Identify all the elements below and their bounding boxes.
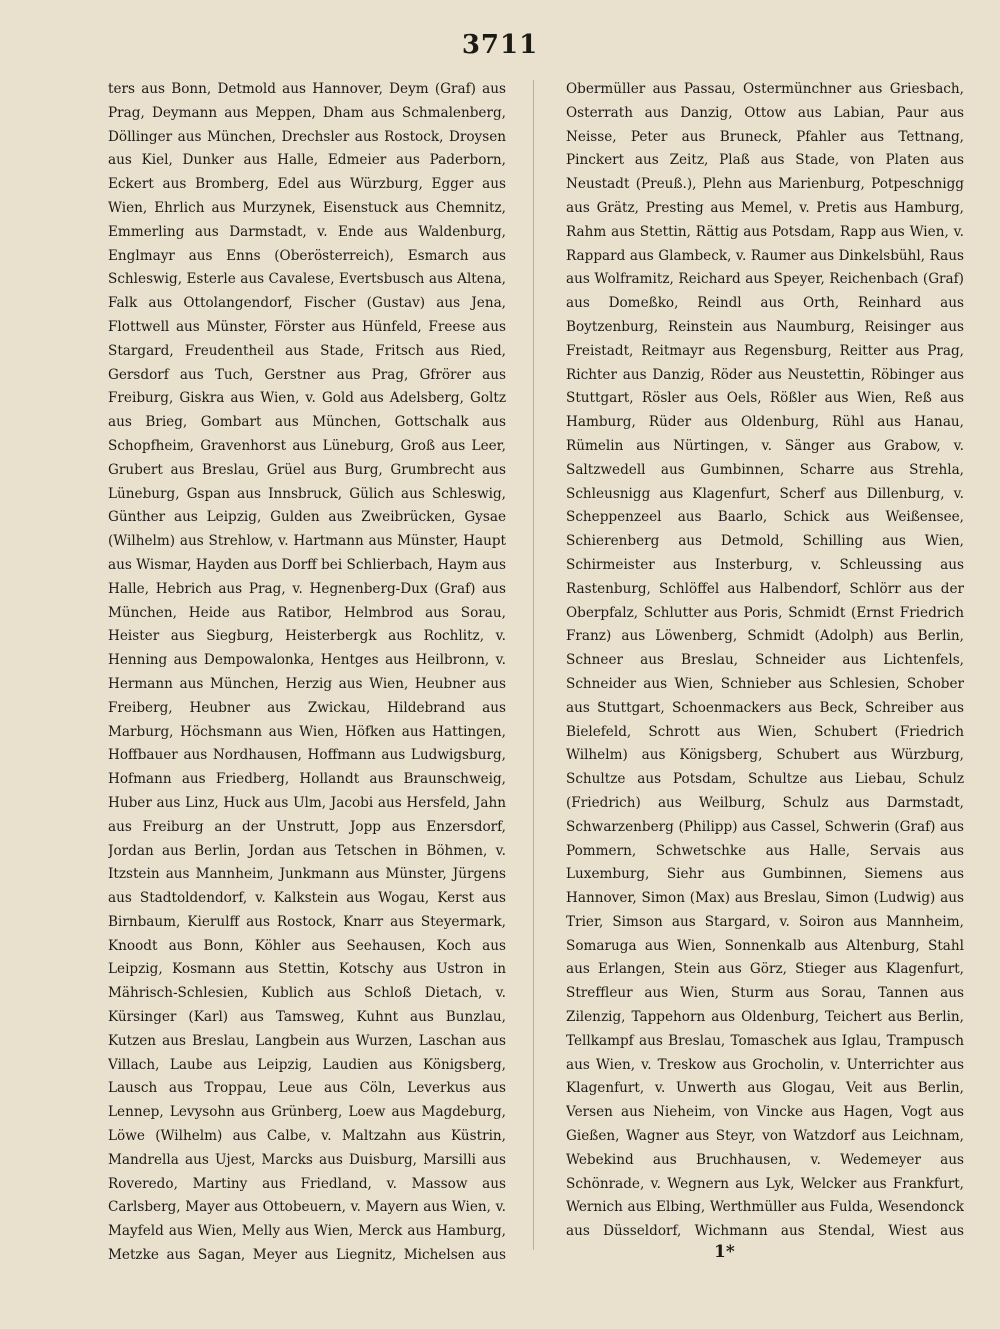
page-number: 3711 bbox=[461, 30, 539, 60]
right-column-text: Obermüller aus Passau, Ostermünchner aus Griesbach, Osterrath aus Danzig, Ottow aus Labian, Paur aus Neisse, Peter aus Bruneck, Pfahler aus Tettnang, Pinckert aus Zeitz, Plaß aus Stade, von Platen aus Neustadt (Preuß.), Plehn aus Marienburg, Potpeschnigg aus Grätz, Presting aus Memel, v. Pretis aus Hamburg, Rahm aus Stettin, Rättig aus Potsdam, Rapp aus Wien, v. Rappard aus Glambeck, v. Raumer aus Dinkelsbühl, Raus aus Wolframitz, Reichard aus Speyer, Reichenbach (Graf) aus Domeßko, Reindl aus Orth, Reinhard aus Boytzenburg, Reinstein aus Naumburg, Reisinger aus Freistadt, Reitmayr aus Regensburg, Reitter aus Prag, Richter aus Danzig, Röder aus Neustettin, Röbinger aus Stuttgart, Rösler aus Oels, Rößler aus Wien, Reß aus Hamburg, Rüder aus Oldenburg, Rühl aus Hanau, Rümelin aus Nürtingen, v. Sänger aus Grabow, v. Saltzwedell aus Gumbinnen, Scharre aus Strehla, Schleusnigg aus Klagenfurt, Scherf aus Dillenburg, v. Scheppenzeel aus Baarlo, Schick aus Weißensee, Schierenberg aus Detmold, Schilling aus Wien, Schirmeister aus Insterburg, v. Schleussing aus Rastenburg, Schlöffel aus Halbendorf, Schlörr aus der Oberpfalz, Schlutter aus Poris, Schmidt (Ernst Friedrich Franz) aus Löwenberg, Schmidt (Adolph) aus Berlin, Schneer aus Breslau, Schneider aus Lichtenfels, Schneider aus Wien, Schnieber aus Schlesien, Schober aus Stuttgart, Schoenmackers aus Beck, Schreiber aus Bielefeld, Schrott aus Wien, Schubert (Friedrich Wilhelm) aus Königsberg, Schubert aus Würzburg, Schultze aus Potsdam, Schultze aus Liebau, Schulz (Friedrich) aus Weilburg, Schulz aus Darmstadt, Schwarzenberg (Philipp) aus Cassel, Schwerin (Graf) aus Pommern, Schwetschke aus Halle, Servais aus Luxemburg, Siehr aus Gumbinnen, Siemens aus Hannover, Simon (Max) aus Breslau, Simon (Ludwig) aus Trier, Simson aus Stargard, v. Soiron aus Mannheim, Somaruga aus Wien, Sonnenkalb aus Altenburg, Stahl aus Erlangen, Stein aus Görz, Stieger aus Klagenfurt, Streffleur aus Wien, Sturm aus Sorau, Tannen aus Zilenzig, Tappehorn aus Oldenburg, Teichert aus Berlin, Tellkampf aus Breslau, Tomaschek aus Iglau, Trampusch aus Wien, v. Treskow aus Grocholin, v. Unterrichter aus Klagenfurt, v. Unwerth aus Glogau, Veit aus Berlin, Versen aus Nieheim, von Vincke aus Hagen, Vogt aus Gießen, Wagner aus Steyr, von Watzdorf aus Leichnam, Webekind aus Bruchhausen, v. Wedemeyer aus Schönrade, v. Wegnern aus Lyk, Welcker aus Frankfurt, Wernich aus Elbing, Werthmüller aus Fulda, Wesendonck aus Düsseldorf, Wichmann aus Stendal, Wiest aus bbox=[566, 81, 964, 1240]
left-column-text: ters aus Bonn, Detmold aus Hannover, Deym (Graf) aus Prag, Deymann aus Meppen, Dham aus Schmalenberg, Döllinger aus München, Drechsler aus Rostock, Droysen aus Kiel, Dunker aus Halle, Edmeier aus Paderborn, Eckert aus Bromberg, Edel aus Würzburg, Egger aus Wien, Ehrlich aus Murzynek, Eisenstuck aus Chemnitz, Emmerling aus Darmstadt, v. Ende aus Waldenburg, Englmayr aus Enns (Oberösterreich), Esmarch aus Schleswig, Esterle aus Cavalese, Evertsbusch aus Altena, Falk aus Ottolangendorf, Fischer (Gustav) aus Jena, Flottwell aus Münster, Förster aus Hünfeld, Freese aus Stargard, Freudentheil aus Stade, Fritsch aus Ried, Gersdorf aus Tuch, Gerstner aus Prag, Gfrörer aus Freiburg, Giskra aus Wien, v. Gold aus Adelsberg, Goltz aus Brieg, Gombart aus München, Gottschalk aus Schopfheim, Gravenhorst aus Lüneburg, Groß aus Leer, Grubert aus Breslau, Grüel aus Burg, Grumbrecht aus Lüneburg, Gspan aus Innsbruck, Gülich aus Schleswig, Günther aus Leipzig, Gulden aus Zweibrücken, Gysae (Wilhelm) aus Strehlow, v. Hartmann aus Münster, Haupt aus Wismar, Hayden aus Dorff bei Schlierbach, Haym aus Halle, Hebrich aus Prag, v. Hegnenberg-Dux (Graf) aus München, Heide aus Ratibor, Helmbrod aus Sorau, Heister aus Siegburg, Heisterbergk aus Rochlitz, v. Henning aus Dempowalonka, Hentges aus Heilbronn, v. Hermann aus München, Herzig aus Wien, Heubner aus Freiberg, Heubner aus Zwickau, Hildebrand aus Marburg, Höchsmann aus Wien, Höfken aus Hattingen, Hoffbauer aus Nordhausen, Hoffmann aus Ludwigsburg, Hofmann aus Friedberg, Hollandt aus Braunschweig, Huber aus Linz, Huck aus Ulm, Jacobi aus Hersfeld, Jahn aus Freiburg an der Unstrutt, Jopp aus Enzersdorf, Jordan aus Berlin, Jordan aus Tetschen in Böhmen, v. Itzstein aus Mannheim, Junkmann aus Münster, Jürgens aus Stadtoldendorf, v. Kalkstein aus Wogau, Kerst aus Birnbaum, Kierulff aus Rostock, Knarr aus Steyermark, Knoodt aus Bonn, Köhler aus Seehausen, Koch aus Leipzig, Kosmann aus Stettin, Kotschy aus Ustron in Mährisch-Schlesien, Kublich aus Schloß Dietach, v. Kürsinger (Karl) aus Tamsweg, Kuhnt aus Bunzlau, Kutzen aus Breslau, Langbein aus Wurzen, Laschan aus Villach, Laube aus Leipzig, Laudien aus Königsberg, Lausch aus Troppau, Leue aus Cöln, Leverkus aus Lennep, Levysohn aus Grünberg, Loew aus Magdeburg, Löwe (Wilhelm) aus Calbe, v. Maltzahn aus Küstrin, Mandrella aus Ujest, Marcks aus Duisburg, Marsilli aus Roveredo, Martiny aus Friedland, v. Massow aus Carlsberg, Mayer aus Ottobeuern, v. Mayern aus Wien, v. Mayfeld aus Wien, Melly aus Wien, Merck aus Hamburg, Metzke aus Sagan, Meyer aus Liegnitz, Michelsen aus bbox=[108, 81, 506, 1264]
column-divider bbox=[533, 80, 534, 1250]
signature-mark: 1* bbox=[714, 1242, 735, 1262]
